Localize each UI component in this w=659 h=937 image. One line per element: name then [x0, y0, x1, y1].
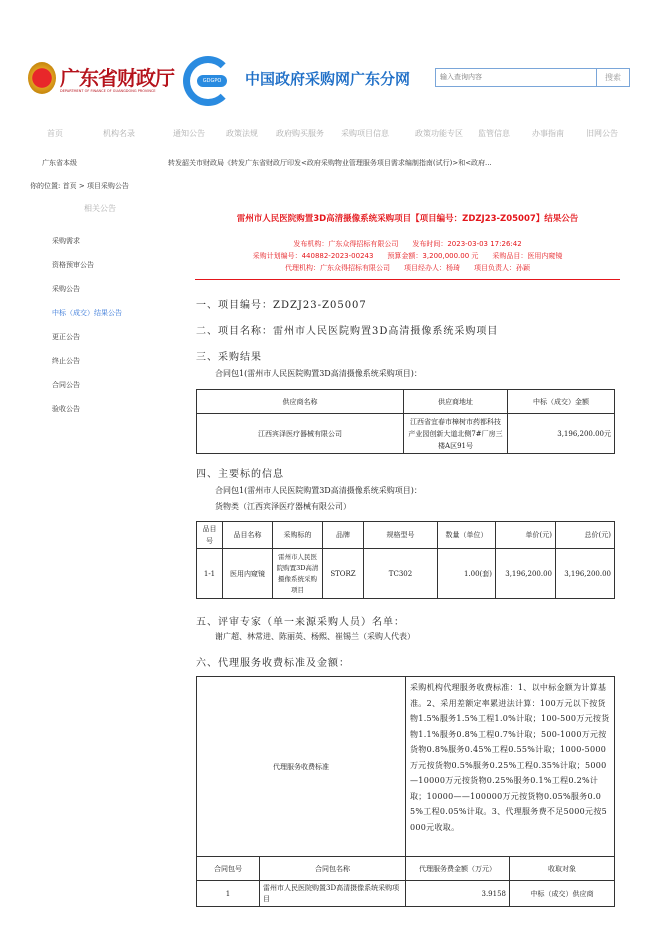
search-button[interactable]: 搜索: [596, 68, 630, 87]
th: 规格型号: [364, 522, 438, 549]
section-main-items: 四、主要标的信息: [196, 469, 284, 480]
th: 数量（单位）: [438, 522, 496, 549]
item-model: TC302: [364, 549, 438, 599]
result-package: 合同包1(雷州市人民医院购置3D高清摄像系统采购项目)：: [215, 369, 422, 378]
th: 单价(元): [496, 522, 556, 549]
fee-table: [196, 676, 615, 907]
items-package: 合同包1(雷州市人民医院购置3D高清摄像系统采购项目)：: [215, 486, 422, 495]
section-fees: 六、代理服务收费标准及金额：: [196, 658, 350, 669]
finance-logo-text: 广东省财政厅: [60, 66, 174, 90]
th: 代理服务费金额（万元）: [406, 857, 510, 881]
section-project-number: 一、项目编号：ZDZJ23-Z05007: [196, 300, 367, 311]
th: 采购标的: [273, 522, 323, 549]
news-ticker[interactable]: 转发韶关市财政局《转发广东省财政厅印发<政府采购物业管理服务项目需求编制指南(试行)>和<政府...: [168, 159, 492, 167]
breadcrumb-label: 你的位置:: [30, 182, 61, 190]
fee-payer: 中标（成交）供应商: [510, 881, 615, 907]
th: 合同包名称: [260, 857, 406, 881]
section-result: 三、采购结果: [196, 352, 262, 363]
result-table: [196, 389, 615, 454]
items-category: 货物类（江西宾泽医疗器械有限公司）: [215, 502, 351, 511]
sidebar-item[interactable]: 验收公告: [52, 405, 80, 413]
nav-item[interactable]: 采购项目信息: [341, 129, 389, 138]
sidebar-item[interactable]: 采购需求: [52, 237, 80, 245]
expert-names: 谢广超、林常进、陈丽英、杨熙、崔锡兰（采购人代表）: [215, 632, 415, 641]
search-input[interactable]: [435, 68, 597, 87]
national-emblem-icon: [28, 62, 56, 94]
finance-logo[interactable]: [28, 60, 178, 100]
gdgpo-badge: GDGPO: [197, 75, 227, 87]
sidebar-item[interactable]: 更正公告: [52, 333, 80, 341]
supplier-name: 江西宾泽医疗器械有限公司: [197, 414, 404, 454]
nav-item[interactable]: 旧网公告: [586, 129, 618, 138]
sidebar-title: 相关公告: [84, 204, 116, 213]
fee-standard-label: 代理服务收费标准: [197, 677, 406, 857]
fee-standard-text: 采购机构代理服务收费标准：1、以中标金额为计算基准。2、采用差额定率累进法计算：100万元以下按货物1.5%服务1.5%工程1.0%计取；100-500万元按货物1.1%服务0.8%工程0.7%计取；500-1000万元按货物0.8%服务0.45%工程0.55%计取；1000-5000万元按货物0.5%服务0.25%工程0.35%计取；5000—10000万元按货物0.25%服务0.1%工程0.2%计取；10000——100000万元按货物0.05%服务0.05%工程0.05%计取。3、代理服务费不足5000元按5000元收取。: [406, 677, 615, 857]
nav-item[interactable]: 办事指南: [532, 129, 564, 138]
th: 品目号: [197, 522, 223, 549]
item-no: 1-1: [197, 549, 223, 599]
section-project-name: 二、项目名称：雷州市人民医院购置3D高清摄像系统采购项目: [196, 326, 499, 337]
breadcrumb: [30, 181, 129, 191]
breadcrumb-current[interactable]: 项目采购公告: [86, 182, 129, 190]
gdgpo-logo[interactable]: [183, 56, 239, 106]
item-unit-price: 3,196,200.00: [496, 549, 556, 599]
site-title: 中国政府采购网广东分网: [245, 70, 411, 88]
region-label[interactable]: 广东省本级: [42, 159, 77, 167]
nav-item[interactable]: 机构名录: [103, 129, 135, 138]
item-name: 医用内窥镜: [223, 549, 273, 599]
th: 品牌: [323, 522, 364, 549]
th: 总价(元): [556, 522, 615, 549]
item-quantity: 1.00(套): [438, 549, 496, 599]
fee-amount: 3.9158: [406, 881, 510, 907]
th: 合同包号: [197, 857, 260, 881]
th: 中标（成交）金额: [508, 390, 615, 414]
sidebar-item[interactable]: 中标（成交）结果公告: [52, 309, 122, 317]
notice-meta-3: 代理机构：广东众得招标有限公司 项目经办人：杨琦 项目负责人：孙颖: [285, 264, 530, 272]
nav-item[interactable]: 首页: [47, 129, 63, 138]
item-target: 雷州市人民医院购置3D高清摄像系统采购项目: [273, 549, 323, 599]
award-amount: 3,196,200.00元: [508, 414, 615, 454]
sidebar-item[interactable]: 采购公告: [52, 285, 80, 293]
notice-title: 雷州市人民医院购置3D高清摄像系统采购项目【项目编号：ZDZJ23-Z05007】结果公告: [236, 214, 579, 224]
breadcrumb-home[interactable]: 首页: [62, 182, 77, 190]
sidebar-item[interactable]: 资格预审公告: [52, 261, 94, 269]
nav-item[interactable]: 监管信息: [478, 129, 510, 138]
th: 供应商地址: [404, 390, 508, 414]
nav-item[interactable]: 通知公告: [173, 129, 205, 138]
package-no: 1: [197, 881, 260, 907]
package-name: 雷州市人民医院购置3D高清摄像系统采购项目: [260, 881, 406, 907]
breadcrumb-separator: >: [78, 182, 85, 190]
supplier-address: 江西省宜春市樟树市药都科技产业园创新大道北侧7#厂房三楼A区91号: [404, 414, 508, 454]
divider: [195, 279, 620, 280]
item-total-price: 3,196,200.00: [556, 549, 615, 599]
notice-meta-2: 采购计划编号：440882-2023-00243 预算金额：3,200,000.00 元 采购品目：医用内窥镜: [252, 252, 563, 260]
nav-item[interactable]: 政府购买服务: [276, 129, 324, 138]
nav-item[interactable]: 政策法规: [226, 129, 258, 138]
sidebar-item[interactable]: 终止公告: [52, 357, 80, 365]
th: 收取对象: [510, 857, 615, 881]
section-experts: 五、评审专家（单一来源采购人员）名单：: [196, 617, 405, 628]
th: 品目名称: [223, 522, 273, 549]
nav-item[interactable]: 政策功能专区: [415, 129, 463, 138]
items-table: [196, 521, 615, 599]
th: 供应商名称: [197, 390, 404, 414]
item-brand: STORZ: [323, 549, 364, 599]
sidebar-item[interactable]: 合同公告: [52, 381, 80, 389]
finance-logo-en: DEPARTMENT OF FINANCE OF GUANGDONG PROVINCE: [60, 89, 156, 93]
notice-meta-1: 发布机构：广东众得招标有限公司 发布时间：2023-03-03 17:26:42: [293, 240, 522, 248]
